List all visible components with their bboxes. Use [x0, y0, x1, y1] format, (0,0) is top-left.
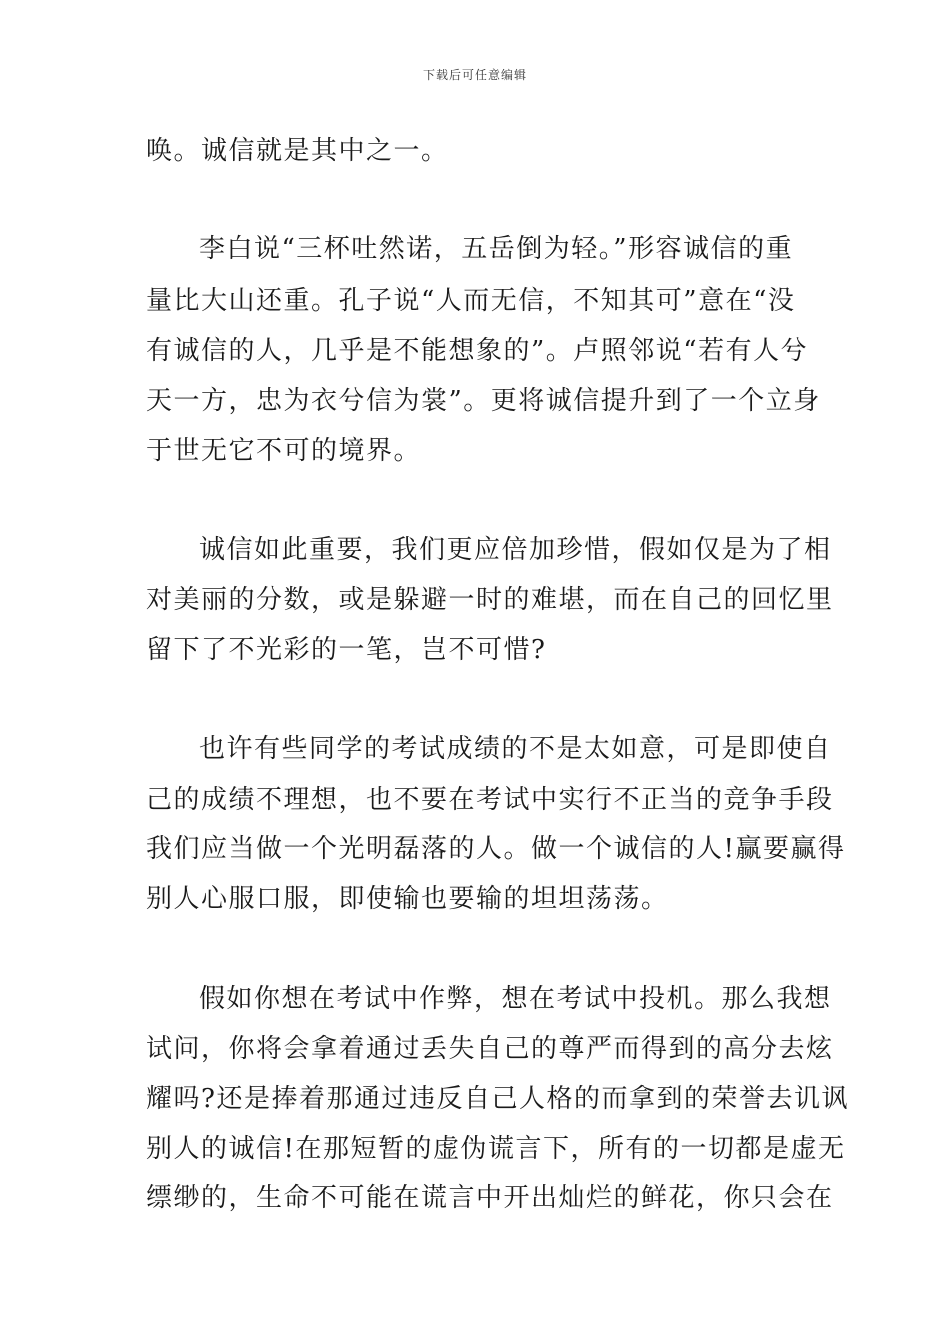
text-line: 天一方，忠为衣兮信为裳”。更将诚信提升到了一个立身 — [146, 386, 821, 416]
text-line: 有诚信的人，几乎是不能想象的”。卢照邻说“若有人兮 — [146, 336, 809, 366]
text-line: 也许有些同学的考试成绩的不是太如意，可是即使自 — [199, 734, 832, 764]
text-line: 留下了不光彩的一笔，岂不可惜? — [146, 635, 547, 665]
text-line: 李白说“三杯吐然诺，五岳倒为轻。”形容诚信的重 — [199, 234, 794, 264]
text-line: 试问，你将会拿着通过丢失自己的尊严而得到的高分去炫 — [146, 1034, 834, 1064]
text-line: 别人心服口服，即使输也要输的坦坦荡荡。 — [146, 884, 669, 914]
text-line: 唤。诚信就是其中之一。 — [146, 136, 449, 166]
text-line: 缥缈的，生命不可能在谎言中开出灿烂的鲜花，你只会在 — [146, 1183, 834, 1213]
text-line: 别人的诚信!在那短暂的虚伪谎言下，所有的一切都是虚无 — [146, 1134, 846, 1164]
text-line: 对美丽的分数，或是躲避一时的难堪，而在自己的回忆里 — [146, 585, 834, 615]
text-line: 量比大山还重。孔子说“人而无信，不知其可”意在“没 — [146, 286, 796, 316]
page-header: 下载后可任意编辑 — [422, 68, 527, 82]
text-line: 假如你想在考试中作弊，想在考试中投机。那么我想 — [199, 984, 832, 1014]
text-line: 己的成绩不理想，也不要在考试中实行不正当的竞争手段 — [146, 785, 834, 815]
text-line: 耀吗?还是捧着那通过违反自己人格的而拿到的荣誉去讥讽 — [146, 1084, 849, 1114]
text-line: 我们应当做一个光明磊落的人。做一个诚信的人!赢要赢得 — [146, 834, 846, 864]
text-line: 于世无它不可的境界。 — [146, 436, 422, 466]
text-line: 诚信如此重要，我们更应倍加珍惜，假如仅是为了相 — [199, 535, 832, 565]
